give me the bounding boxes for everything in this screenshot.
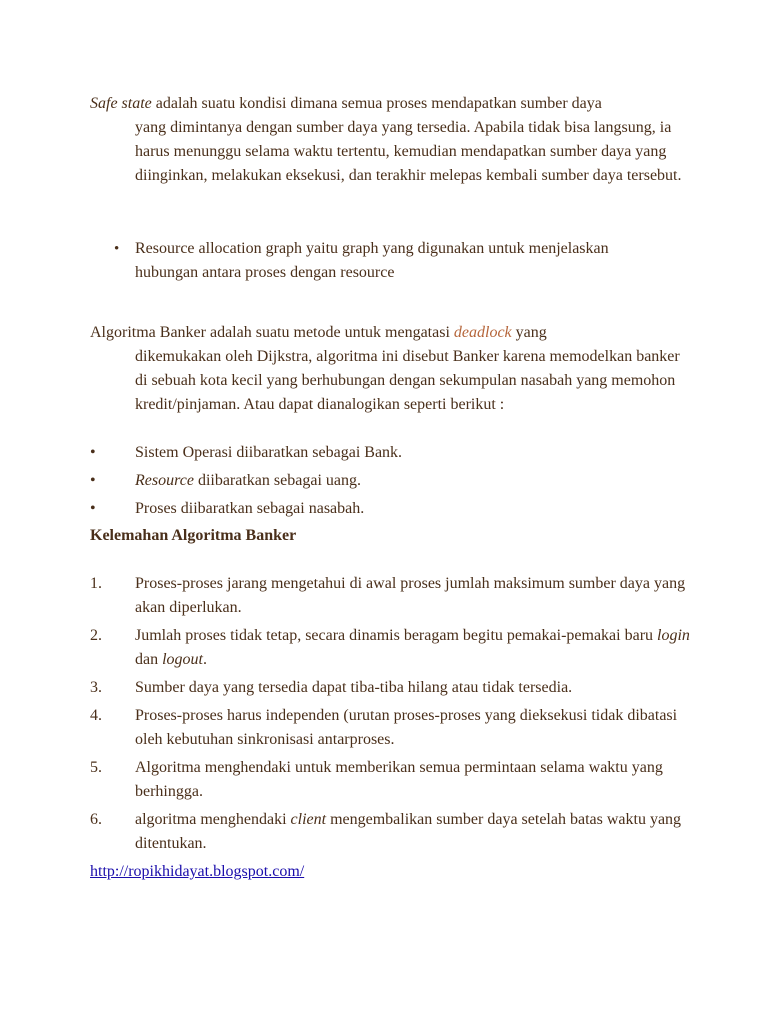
bullet-icon: • [90, 444, 96, 461]
weakness-item [90, 572, 690, 620]
analogy-item [90, 469, 690, 493]
client-term: client [290, 811, 327, 828]
weakness-text-mid: dan [135, 651, 163, 668]
safe-state-continuation: yang dimintanya dengan sumber daya yang tersedia. Apabila tidak bisa langsung, ia harus menunggu selama waktu tertentu, kemudian mendapatkan sumber daya yang diinginkan, melakukan eksekusi, dan terakhir melepas kembali sumber daya tersebut. [135, 119, 682, 184]
analogy-text: diibaratkan sebagai uang. [193, 472, 361, 489]
blog-link[interactable]: http://ropikhidayat.blogspot.com/ [90, 863, 305, 880]
logout-term: logout [162, 651, 203, 668]
item-number: 2. [90, 627, 102, 644]
weakness-item [90, 756, 690, 804]
weakness-item [90, 704, 690, 752]
rag-bullet-text: Resource allocation graph yaitu graph yang digunakan untuk menjelaskan hubungan antara proses dengan resource [135, 240, 609, 281]
analogy-item [90, 497, 690, 521]
analogy-item [90, 441, 690, 465]
weakness-text: Proses-proses harus independen (urutan proses-proses yang dieksekusi tidak dibatasi oleh kebutuhan sinkronisasi antarproses. [135, 707, 678, 748]
analogy-text: Sistem Operasi diibaratkan sebagai Bank. [135, 444, 403, 461]
section-heading: Kelemahan Algoritma Banker [90, 527, 297, 544]
item-number: 3. [90, 679, 102, 696]
weakness-item [90, 624, 690, 672]
banker-first-tail: yang [511, 324, 547, 341]
item-number: 6. [90, 811, 102, 828]
resource-term: Resource [135, 472, 194, 489]
banker-paragraph [90, 321, 690, 417]
login-term: login [657, 627, 690, 644]
item-number: 1. [90, 575, 102, 592]
bullet-icon: • [114, 241, 120, 257]
weakness-text: algoritma menghendaki [135, 811, 291, 828]
analogy-text: Proses diibaratkan sebagai nasabah. [135, 500, 365, 517]
weakness-text: Sumber daya yang tersedia dapat tiba-tiba hilang atau tidak tersedia. [135, 679, 573, 696]
bullet-icon: • [90, 472, 96, 489]
weakness-text: Proses-proses jarang mengetahui di awal proses jumlah maksimum sumber daya yang akan diperlukan. [135, 575, 686, 616]
safe-state-paragraph [90, 92, 690, 188]
banker-first-part: Algoritma Banker adalah suatu metode untuk mengatasi [90, 324, 454, 341]
weakness-text: Jumlah proses tidak tetap, secara dinamis beragam begitu pemakai-pemakai baru [135, 627, 658, 644]
deadlock-term: deadlock [453, 324, 512, 341]
banker-continuation: dikemukakan oleh Dijkstra, algoritma ini disebut Banker karena memodelkan banker di sebuah kota kecil yang berhubungan dengan sekumpulan nasabah yang memohon kredit/pinjaman. Atau dapat dianalogikan seperti berikut : [135, 348, 680, 413]
bullet-icon: • [90, 500, 96, 517]
weakness-text: Algoritma menghendaki untuk memberikan semua permintaan selama waktu yang berhingga. [135, 759, 663, 800]
safe-state-first-line: adalah suatu kondisi dimana semua proses mendapatkan sumber daya [151, 95, 602, 112]
weakness-item [90, 676, 690, 700]
safe-state-term: Safe state [90, 95, 152, 112]
item-number: 5. [90, 759, 102, 776]
weakness-text-end: . [203, 651, 207, 668]
weakness-item [90, 808, 690, 856]
weakness-text-end: mengembalikan sumber daya setelah batas waktu yang ditentukan. [135, 811, 682, 852]
rag-bullet-item [114, 237, 674, 285]
item-number: 4. [90, 707, 102, 724]
